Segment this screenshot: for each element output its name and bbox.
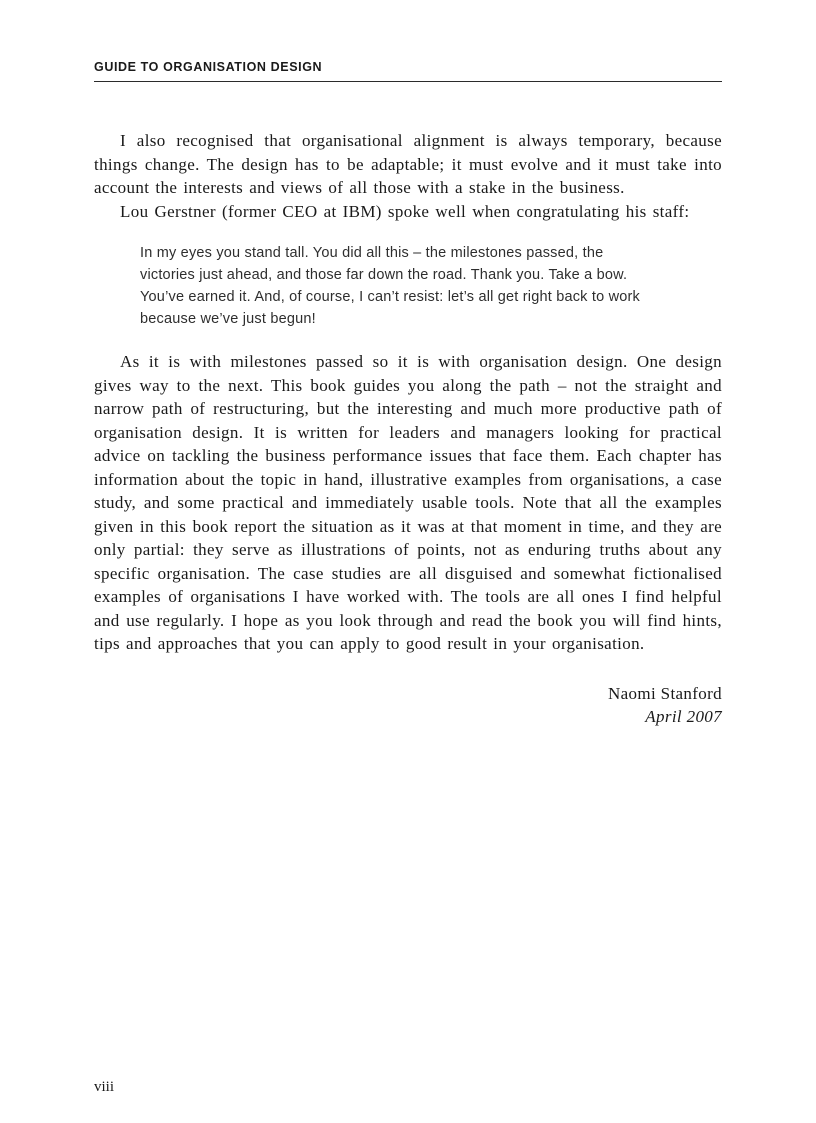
signature-block xyxy=(94,682,722,729)
signature-date: April 2007 xyxy=(645,707,722,726)
running-head xyxy=(94,60,722,82)
page-content xyxy=(94,129,722,729)
paragraph-3: As it is with milestones passed so it is with organisation design. One design gives way to the next. This book guides you along the path – not the straight and narrow path of restructuring, but the interesting and much more productive path of organisation design. It is written for leaders and managers looking for practical advice on tackling the business performance issues that face them. Each chapter has information about the topic in hand, illustrative examples from organisations, a case study, and some practical and immediately usable tools. Note that all the examples given in this book report the situation as it was at that moment in time, and they are only partial: they serve as illustrations of points, not as enduring truths about any specific organisation. The case studies are all disguised and somewhat fictionalised examples of organisations I have worked with. The tools are all ones I find helpful and use regularly. I hope as you look through and read the book you will find hints, tips and approaches that you can apply to good result in your organisation. xyxy=(94,352,722,653)
block-quote: In my eyes you stand tall. You did all this – the milestones passed, the victories just ahead, and those far down the road. Thank you. Take a bow. You’ve earned it. And, of course, I can’t resist: let’s all get right back to work because we’ve just begun! xyxy=(140,245,640,327)
paragraph-2: Lou Gerstner (former CEO at IBM) spoke well when congratulating his staff: xyxy=(120,201,690,221)
paragraph-1: I also recognised that organisational alignment is always temporary, because things change. The design has to be adaptable; it must evolve and it must take into account the interests and views of all those with a stake in the business. xyxy=(94,131,722,197)
author-name: Naomi Stanford xyxy=(608,683,722,703)
page-body xyxy=(94,60,722,729)
page-number: viii xyxy=(94,1079,115,1095)
running-head-title: GUIDE TO ORGANISATION DESIGN xyxy=(94,60,323,74)
